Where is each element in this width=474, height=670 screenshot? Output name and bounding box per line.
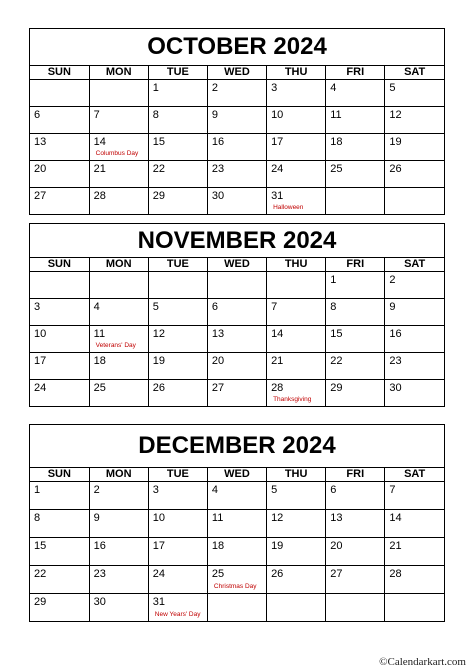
day-number: 7	[389, 484, 396, 496]
week-row	[30, 538, 444, 566]
day-cell	[89, 80, 148, 107]
weekday-label: WED	[207, 468, 266, 482]
weekday-label: WED	[207, 66, 266, 80]
day-number: 29	[34, 596, 47, 608]
day-cell	[207, 510, 266, 538]
day-cell	[267, 510, 326, 538]
weekday-label: THU	[267, 468, 326, 482]
day-cell	[267, 188, 326, 215]
day-number: 29	[330, 382, 343, 394]
day-number: 20	[211, 355, 225, 367]
day-cell	[148, 134, 207, 161]
weekday-label: THU	[267, 258, 326, 272]
day-number: 24	[34, 382, 47, 394]
day-cell	[385, 380, 444, 407]
week-row	[30, 272, 444, 299]
day-number: 22	[330, 355, 343, 367]
day-number: 18	[211, 540, 225, 552]
day-number: 6	[211, 301, 219, 313]
day-cell	[89, 353, 148, 380]
day-cell	[148, 566, 207, 594]
day-cell	[30, 188, 89, 215]
day-cell	[148, 161, 207, 188]
day-number: 19	[152, 355, 166, 367]
calendar-grid	[30, 258, 444, 406]
day-cell	[326, 272, 385, 299]
day-number: 12	[389, 109, 402, 121]
day-number: 26	[389, 163, 402, 175]
day-cell	[89, 380, 148, 407]
day-cell	[385, 482, 444, 510]
weekday-label: SAT	[385, 468, 444, 482]
day-number: 9	[93, 512, 100, 524]
day-number: 8	[330, 301, 337, 313]
day-number: 16	[93, 540, 106, 552]
day-cell	[326, 566, 385, 594]
day-number: 16	[211, 136, 225, 148]
day-cell	[326, 107, 385, 134]
day-number: 25	[330, 163, 343, 175]
day-cell	[30, 482, 89, 510]
day-number: 24	[152, 568, 166, 580]
day-cell	[148, 80, 207, 107]
weekday-label: TUE	[148, 66, 207, 80]
day-cell	[30, 161, 89, 188]
day-cell	[207, 594, 266, 622]
holiday-label: New Years' Day	[154, 611, 201, 618]
day-number: 17	[152, 540, 166, 552]
calendar-grid	[30, 66, 444, 214]
week-row	[30, 380, 444, 407]
weekday-header-row	[30, 468, 444, 482]
month-title: NOVEMBER 2024	[30, 224, 444, 258]
day-number: 14	[271, 328, 284, 340]
holiday-label: Halloween	[273, 204, 304, 211]
day-cell	[326, 188, 385, 215]
weekday-label: FRI	[326, 258, 385, 272]
day-number: 30	[389, 382, 402, 394]
week-row	[30, 80, 444, 107]
day-cell	[326, 161, 385, 188]
day-number: 23	[389, 355, 402, 367]
day-number: 28	[93, 190, 106, 202]
day-cell	[207, 538, 266, 566]
day-cell	[148, 510, 207, 538]
day-number: 28	[271, 382, 284, 394]
day-cell	[89, 566, 148, 594]
day-cell	[207, 272, 266, 299]
day-cell	[267, 107, 326, 134]
month-title: DECEMBER 2024	[30, 425, 444, 468]
day-cell	[207, 188, 266, 215]
day-cell	[89, 188, 148, 215]
day-cell	[326, 482, 385, 510]
day-cell	[148, 482, 207, 510]
day-cell	[30, 380, 89, 407]
day-cell	[326, 80, 385, 107]
day-number: 6	[330, 484, 337, 496]
day-number: 8	[34, 512, 41, 524]
day-cell	[326, 353, 385, 380]
day-number: 22	[152, 163, 166, 175]
site-credit: ©Calendarkart.com	[379, 656, 466, 668]
day-number: 14	[389, 512, 402, 524]
day-number: 20	[330, 540, 343, 552]
day-number: 2	[211, 82, 219, 94]
day-number: 3	[34, 301, 41, 313]
day-number: 15	[34, 540, 47, 552]
day-cell	[89, 510, 148, 538]
day-number: 30	[93, 596, 106, 608]
day-number: 12	[152, 328, 166, 340]
calendar-october	[29, 28, 445, 215]
day-number: 10	[34, 328, 47, 340]
day-cell	[385, 566, 444, 594]
day-number: 2	[389, 274, 396, 286]
day-number: 2	[93, 484, 100, 496]
day-cell	[385, 272, 444, 299]
weekday-label: MON	[89, 258, 148, 272]
day-cell	[385, 80, 444, 107]
day-cell	[385, 134, 444, 161]
day-cell	[267, 380, 326, 407]
day-number: 5	[389, 82, 396, 94]
day-number: 11	[330, 109, 342, 121]
day-number: 3	[271, 82, 278, 94]
day-number: 11	[211, 512, 224, 524]
day-number: 7	[93, 109, 100, 121]
day-cell	[326, 299, 385, 326]
day-cell	[326, 510, 385, 538]
day-cell	[148, 107, 207, 134]
day-number: 13	[330, 512, 343, 524]
day-number: 27	[34, 190, 47, 202]
day-cell	[30, 566, 89, 594]
day-number: 4	[211, 484, 219, 496]
day-number: 13	[34, 136, 47, 148]
weekday-label: MON	[89, 66, 148, 80]
day-number: 15	[152, 136, 166, 148]
holiday-label: Columbus Day	[95, 150, 139, 157]
day-cell	[30, 538, 89, 566]
day-cell	[385, 353, 444, 380]
weekday-label: SUN	[30, 258, 89, 272]
day-number: 5	[152, 301, 159, 313]
day-cell	[148, 188, 207, 215]
week-row	[30, 134, 444, 161]
day-number: 29	[152, 190, 166, 202]
day-cell	[148, 326, 207, 353]
day-number: 28	[389, 568, 402, 580]
weekday-label: SAT	[385, 258, 444, 272]
week-row	[30, 326, 444, 353]
calendar-november	[29, 223, 445, 407]
week-row	[30, 482, 444, 510]
day-number: 19	[389, 136, 402, 148]
day-number: 26	[271, 568, 284, 580]
day-number: 7	[271, 301, 278, 313]
day-cell	[30, 299, 89, 326]
day-cell	[30, 326, 89, 353]
day-number: 23	[93, 568, 106, 580]
day-number: 20	[34, 163, 47, 175]
day-number: 17	[271, 136, 284, 148]
day-cell	[207, 107, 266, 134]
day-cell	[267, 134, 326, 161]
weekday-label: SUN	[30, 468, 89, 482]
day-number: 8	[152, 109, 159, 121]
day-number: 18	[330, 136, 343, 148]
day-cell	[267, 538, 326, 566]
weekday-label: THU	[267, 66, 326, 80]
day-number: 27	[330, 568, 343, 580]
weekday-label: MON	[89, 468, 148, 482]
day-number: 15	[330, 328, 343, 340]
day-number: 25	[211, 568, 225, 580]
calendar-december	[29, 424, 445, 622]
day-cell	[207, 380, 266, 407]
day-cell	[30, 107, 89, 134]
day-cell	[148, 299, 207, 326]
day-number: 10	[271, 109, 284, 121]
weekday-label: FRI	[326, 66, 385, 80]
holiday-label: Christmas Day	[213, 583, 257, 590]
day-cell	[207, 566, 266, 594]
day-number: 9	[211, 109, 219, 121]
day-cell	[89, 134, 148, 161]
day-cell	[30, 80, 89, 107]
day-cell	[267, 353, 326, 380]
day-number: 21	[271, 355, 284, 367]
weekday-header-row	[30, 66, 444, 80]
day-cell	[326, 594, 385, 622]
holiday-label: Veterans' Day	[95, 342, 136, 349]
day-cell	[89, 272, 148, 299]
day-cell	[30, 594, 89, 622]
weekday-label: FRI	[326, 468, 385, 482]
day-cell	[148, 353, 207, 380]
day-cell	[267, 272, 326, 299]
day-number: 30	[211, 190, 225, 202]
day-cell	[385, 326, 444, 353]
day-cell	[89, 538, 148, 566]
day-cell	[267, 326, 326, 353]
day-number: 31	[271, 190, 284, 202]
day-number: 16	[389, 328, 402, 340]
day-number: 4	[330, 82, 337, 94]
day-cell	[148, 594, 207, 622]
day-cell	[267, 161, 326, 188]
day-cell	[385, 594, 444, 622]
day-cell	[385, 188, 444, 215]
day-number: 23	[211, 163, 225, 175]
month-title: OCTOBER 2024	[30, 29, 444, 66]
week-row	[30, 566, 444, 594]
day-number: 11	[93, 328, 106, 340]
weekday-label: TUE	[148, 258, 207, 272]
day-number: 4	[93, 301, 100, 313]
day-cell	[385, 107, 444, 134]
day-number: 21	[389, 540, 402, 552]
day-cell	[385, 161, 444, 188]
day-cell	[326, 380, 385, 407]
day-cell	[89, 594, 148, 622]
day-number: 27	[211, 382, 225, 394]
day-cell	[385, 510, 444, 538]
day-number: 1	[152, 82, 159, 94]
weekday-header-row	[30, 258, 444, 272]
week-row	[30, 594, 444, 622]
day-number: 17	[34, 355, 47, 367]
weekday-label: SUN	[30, 66, 89, 80]
day-cell	[89, 161, 148, 188]
day-cell	[148, 380, 207, 407]
day-number: 31	[152, 596, 166, 608]
day-cell	[30, 353, 89, 380]
day-cell	[267, 566, 326, 594]
day-cell	[207, 161, 266, 188]
holiday-label: Thanksgiving	[273, 396, 312, 403]
day-number: 21	[93, 163, 106, 175]
day-number: 26	[152, 382, 166, 394]
day-number: 9	[389, 301, 396, 313]
weekday-label: TUE	[148, 468, 207, 482]
day-cell	[385, 538, 444, 566]
day-cell	[89, 299, 148, 326]
day-cell	[89, 482, 148, 510]
day-number: 18	[93, 355, 106, 367]
weekday-label: SAT	[385, 66, 444, 80]
day-cell	[89, 107, 148, 134]
day-cell	[267, 594, 326, 622]
day-cell	[267, 299, 326, 326]
day-number: 22	[34, 568, 47, 580]
week-row	[30, 161, 444, 188]
day-cell	[207, 80, 266, 107]
day-cell	[385, 299, 444, 326]
week-row	[30, 188, 444, 215]
day-number: 13	[211, 328, 225, 340]
day-cell	[326, 326, 385, 353]
day-number: 1	[34, 484, 41, 496]
day-cell	[207, 482, 266, 510]
week-row	[30, 299, 444, 326]
day-cell	[89, 326, 148, 353]
day-cell	[207, 353, 266, 380]
day-number: 14	[93, 136, 106, 148]
day-cell	[207, 299, 266, 326]
week-row	[30, 510, 444, 538]
week-row	[30, 107, 444, 134]
calendar-grid	[30, 468, 444, 621]
day-number: 3	[152, 484, 159, 496]
day-number: 1	[330, 274, 337, 286]
day-number: 25	[93, 382, 106, 394]
day-cell	[326, 538, 385, 566]
day-cell	[207, 326, 266, 353]
day-number: 5	[271, 484, 278, 496]
day-number: 10	[152, 512, 166, 524]
day-number: 24	[271, 163, 284, 175]
weekday-label: WED	[207, 258, 266, 272]
day-cell	[148, 538, 207, 566]
day-cell	[30, 134, 89, 161]
day-cell	[326, 134, 385, 161]
day-number: 19	[271, 540, 284, 552]
day-cell	[148, 272, 207, 299]
week-row	[30, 353, 444, 380]
day-cell	[30, 272, 89, 299]
day-number: 6	[34, 109, 41, 121]
day-cell	[267, 482, 326, 510]
day-cell	[207, 134, 266, 161]
day-cell	[267, 80, 326, 107]
day-number: 12	[271, 512, 284, 524]
day-cell	[30, 510, 89, 538]
